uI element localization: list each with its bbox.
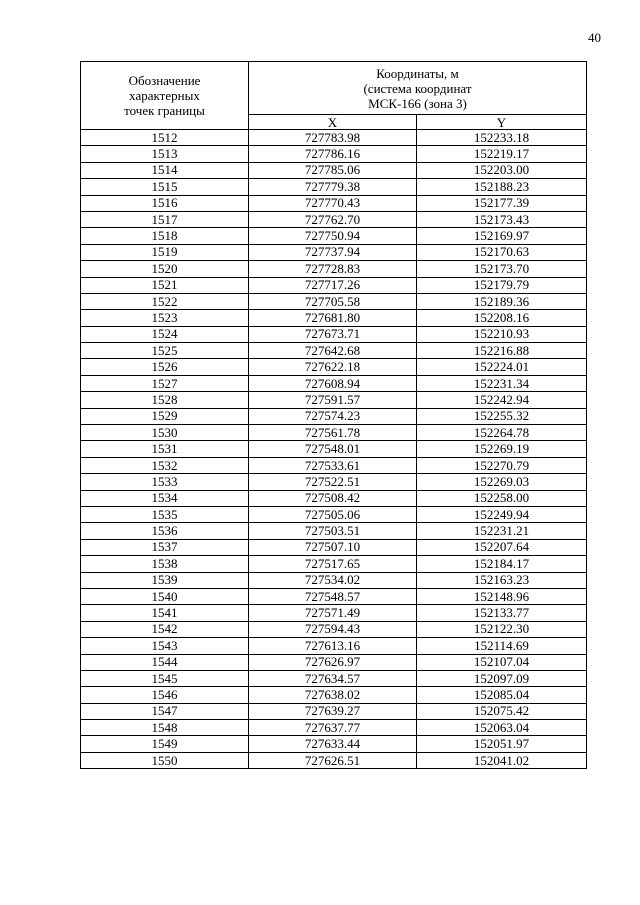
point-id-cell: 1516 xyxy=(81,195,249,211)
table-row xyxy=(81,736,587,752)
table-row xyxy=(81,621,587,637)
table-row xyxy=(81,179,587,195)
x-coordinate-cell: 727508.42 xyxy=(249,490,417,506)
table-row xyxy=(81,408,587,424)
y-coordinate-cell: 152208.16 xyxy=(417,310,587,326)
y-coordinate-cell: 152269.19 xyxy=(417,441,587,457)
x-coordinate-cell: 727785.06 xyxy=(249,162,417,178)
y-coordinate-cell: 152041.02 xyxy=(417,752,587,768)
table-row xyxy=(81,130,587,146)
table-row xyxy=(81,195,587,211)
table-row xyxy=(81,228,587,244)
point-id-cell: 1549 xyxy=(81,736,249,752)
y-coordinate-cell: 152163.23 xyxy=(417,572,587,588)
x-coordinate-cell: 727642.68 xyxy=(249,343,417,359)
x-coordinate-cell: 727783.98 xyxy=(249,130,417,146)
y-coordinate-cell: 152258.00 xyxy=(417,490,587,506)
table-row xyxy=(81,654,587,670)
point-id-cell: 1519 xyxy=(81,244,249,260)
x-coordinate-cell: 727626.51 xyxy=(249,752,417,768)
table-row xyxy=(81,211,587,227)
y-coordinate-cell: 152107.04 xyxy=(417,654,587,670)
y-coordinate-cell: 152173.70 xyxy=(417,261,587,277)
y-coordinate-cell: 152207.64 xyxy=(417,539,587,555)
page-number: 40 xyxy=(588,30,601,45)
point-id-cell: 1523 xyxy=(81,310,249,326)
table-row xyxy=(81,506,587,522)
point-header-line-1: Обозначение xyxy=(128,73,201,88)
x-coordinate-cell: 727717.26 xyxy=(249,277,417,293)
y-coordinate-cell: 152255.32 xyxy=(417,408,587,424)
point-id-cell: 1545 xyxy=(81,670,249,686)
table-row xyxy=(81,293,587,309)
coords-header-line-3: МСК-166 (зона 3) xyxy=(368,95,467,111)
table-row xyxy=(81,588,587,604)
point-id-cell: 1535 xyxy=(81,506,249,522)
x-coordinate-cell: 727638.02 xyxy=(249,687,417,703)
y-coordinate-cell: 152173.43 xyxy=(417,211,587,227)
y-coordinate-cell: 152203.00 xyxy=(417,162,587,178)
x-coordinate-cell: 727750.94 xyxy=(249,228,417,244)
point-header-line-2: характерных xyxy=(129,88,200,103)
table-row xyxy=(81,457,587,473)
table-row xyxy=(81,556,587,572)
point-id-cell: 1544 xyxy=(81,654,249,670)
x-coordinate-cell: 727622.18 xyxy=(249,359,417,375)
y-coordinate-cell: 152133.77 xyxy=(417,605,587,621)
x-coordinate-cell: 727639.27 xyxy=(249,703,417,719)
y-coordinate-cell: 152264.78 xyxy=(417,425,587,441)
x-coordinate-cell: 727770.43 xyxy=(249,195,417,211)
point-id-cell: 1537 xyxy=(81,539,249,555)
point-id-cell: 1526 xyxy=(81,359,249,375)
x-coordinate-cell: 727705.58 xyxy=(249,293,417,309)
table-row xyxy=(81,277,587,293)
point-id-cell: 1534 xyxy=(81,490,249,506)
x-coordinate-cell: 727533.61 xyxy=(249,457,417,473)
y-coordinate-cell: 152219.17 xyxy=(417,146,587,162)
y-coordinate-cell: 152249.94 xyxy=(417,506,587,522)
y-coordinate-cell: 152224.01 xyxy=(417,359,587,375)
y-coordinate-cell: 152075.42 xyxy=(417,703,587,719)
table-row xyxy=(81,261,587,277)
x-coordinate-cell: 727673.71 xyxy=(249,326,417,342)
y-coordinate-cell: 152210.93 xyxy=(417,326,587,342)
point-id-cell: 1520 xyxy=(81,261,249,277)
point-id-cell: 1539 xyxy=(81,572,249,588)
y-column-header: Y xyxy=(417,115,587,130)
x-coordinate-cell: 727613.16 xyxy=(249,638,417,654)
y-coordinate-cell: 152242.94 xyxy=(417,392,587,408)
table-row xyxy=(81,605,587,621)
y-coordinate-cell: 152270.79 xyxy=(417,457,587,473)
x-coordinate-cell: 727608.94 xyxy=(249,375,417,391)
y-coordinate-cell: 152269.03 xyxy=(417,474,587,490)
table-row xyxy=(81,244,587,260)
x-coordinate-cell: 727517.65 xyxy=(249,556,417,572)
table-row xyxy=(81,720,587,736)
x-coordinate-cell: 727507.10 xyxy=(249,539,417,555)
y-coordinate-cell: 152231.21 xyxy=(417,523,587,539)
x-coordinate-cell: 727633.44 xyxy=(249,736,417,752)
point-id-cell: 1543 xyxy=(81,638,249,654)
table-row xyxy=(81,326,587,342)
table-body xyxy=(81,130,587,769)
point-id-cell: 1532 xyxy=(81,457,249,473)
point-id-cell: 1546 xyxy=(81,687,249,703)
y-coordinate-cell: 152231.34 xyxy=(417,375,587,391)
point-id-cell: 1513 xyxy=(81,146,249,162)
x-coordinate-cell: 727534.02 xyxy=(249,572,417,588)
y-coordinate-cell: 152188.23 xyxy=(417,179,587,195)
point-id-cell: 1515 xyxy=(81,179,249,195)
point-id-cell: 1525 xyxy=(81,343,249,359)
y-coordinate-cell: 152051.97 xyxy=(417,736,587,752)
y-coordinate-cell: 152233.18 xyxy=(417,130,587,146)
y-coordinate-cell: 152177.39 xyxy=(417,195,587,211)
table-row xyxy=(81,425,587,441)
x-coordinate-cell: 727779.38 xyxy=(249,179,417,195)
point-id-cell: 1542 xyxy=(81,621,249,637)
coordinates-header xyxy=(249,62,587,115)
x-coordinate-cell: 727522.51 xyxy=(249,474,417,490)
table-row xyxy=(81,523,587,539)
table-row xyxy=(81,703,587,719)
table-row xyxy=(81,146,587,162)
point-id-cell: 1524 xyxy=(81,326,249,342)
table-row xyxy=(81,375,587,391)
y-coordinate-cell: 152122.30 xyxy=(417,621,587,637)
table-row xyxy=(81,687,587,703)
y-coordinate-cell: 152169.97 xyxy=(417,228,587,244)
x-coordinate-cell: 727737.94 xyxy=(249,244,417,260)
x-coordinate-cell: 727762.70 xyxy=(249,211,417,227)
table-row xyxy=(81,752,587,768)
x-coordinate-cell: 727728.83 xyxy=(249,261,417,277)
point-id-cell: 1550 xyxy=(81,752,249,768)
table-row xyxy=(81,474,587,490)
y-coordinate-cell: 152179.79 xyxy=(417,277,587,293)
y-coordinate-cell: 152170.63 xyxy=(417,244,587,260)
y-coordinate-cell: 152189.36 xyxy=(417,293,587,309)
point-id-cell: 1528 xyxy=(81,392,249,408)
point-id-cell: 1514 xyxy=(81,162,249,178)
y-coordinate-cell: 152148.96 xyxy=(417,588,587,604)
table-header xyxy=(81,62,587,130)
point-id-cell: 1521 xyxy=(81,277,249,293)
y-coordinate-cell: 152184.17 xyxy=(417,556,587,572)
point-id-cell: 1518 xyxy=(81,228,249,244)
x-coordinate-cell: 727548.57 xyxy=(249,588,417,604)
x-coordinate-cell: 727503.51 xyxy=(249,523,417,539)
y-coordinate-cell: 152097.09 xyxy=(417,670,587,686)
point-id-cell: 1531 xyxy=(81,441,249,457)
point-id-cell: 1529 xyxy=(81,408,249,424)
y-coordinate-cell: 152063.04 xyxy=(417,720,587,736)
x-coordinate-cell: 727574.23 xyxy=(249,408,417,424)
x-coordinate-cell: 727571.49 xyxy=(249,605,417,621)
point-id-cell: 1522 xyxy=(81,293,249,309)
table-row xyxy=(81,572,587,588)
table-row xyxy=(81,539,587,555)
point-id-cell: 1530 xyxy=(81,425,249,441)
x-coordinate-cell: 727634.57 xyxy=(249,670,417,686)
point-id-cell: 1517 xyxy=(81,211,249,227)
point-header-line-3: точек границы xyxy=(124,103,205,118)
x-coordinate-cell: 727505.06 xyxy=(249,506,417,522)
point-id-cell: 1548 xyxy=(81,720,249,736)
table-row xyxy=(81,670,587,686)
x-coordinate-cell: 727561.78 xyxy=(249,425,417,441)
table-row xyxy=(81,441,587,457)
coords-header-line-2: (система координат xyxy=(363,80,472,96)
point-id-cell: 1533 xyxy=(81,474,249,490)
table-row xyxy=(81,162,587,178)
x-coordinate-cell: 727681.80 xyxy=(249,310,417,326)
point-designation-header xyxy=(81,62,249,130)
y-coordinate-cell: 152085.04 xyxy=(417,687,587,703)
x-coordinate-cell: 727548.01 xyxy=(249,441,417,457)
table-row xyxy=(81,343,587,359)
table-row xyxy=(81,392,587,408)
x-coordinate-cell: 727591.57 xyxy=(249,392,417,408)
x-coordinate-cell: 727626.97 xyxy=(249,654,417,670)
table-row xyxy=(81,310,587,326)
point-id-cell: 1538 xyxy=(81,556,249,572)
x-coordinate-cell: 727637.77 xyxy=(249,720,417,736)
coordinates-table xyxy=(80,61,587,769)
table-row xyxy=(81,359,587,375)
point-id-cell: 1512 xyxy=(81,130,249,146)
table-row xyxy=(81,490,587,506)
point-id-cell: 1536 xyxy=(81,523,249,539)
point-id-cell: 1547 xyxy=(81,703,249,719)
y-coordinate-cell: 152114.69 xyxy=(417,638,587,654)
table-row xyxy=(81,638,587,654)
point-id-cell: 1540 xyxy=(81,588,249,604)
x-column-header: X xyxy=(249,115,417,130)
point-id-cell: 1541 xyxy=(81,605,249,621)
x-coordinate-cell: 727594.43 xyxy=(249,621,417,637)
y-coordinate-cell: 152216.88 xyxy=(417,343,587,359)
coords-header-line-1: Координаты, м xyxy=(376,65,459,81)
point-id-cell: 1527 xyxy=(81,375,249,391)
x-coordinate-cell: 727786.16 xyxy=(249,146,417,162)
